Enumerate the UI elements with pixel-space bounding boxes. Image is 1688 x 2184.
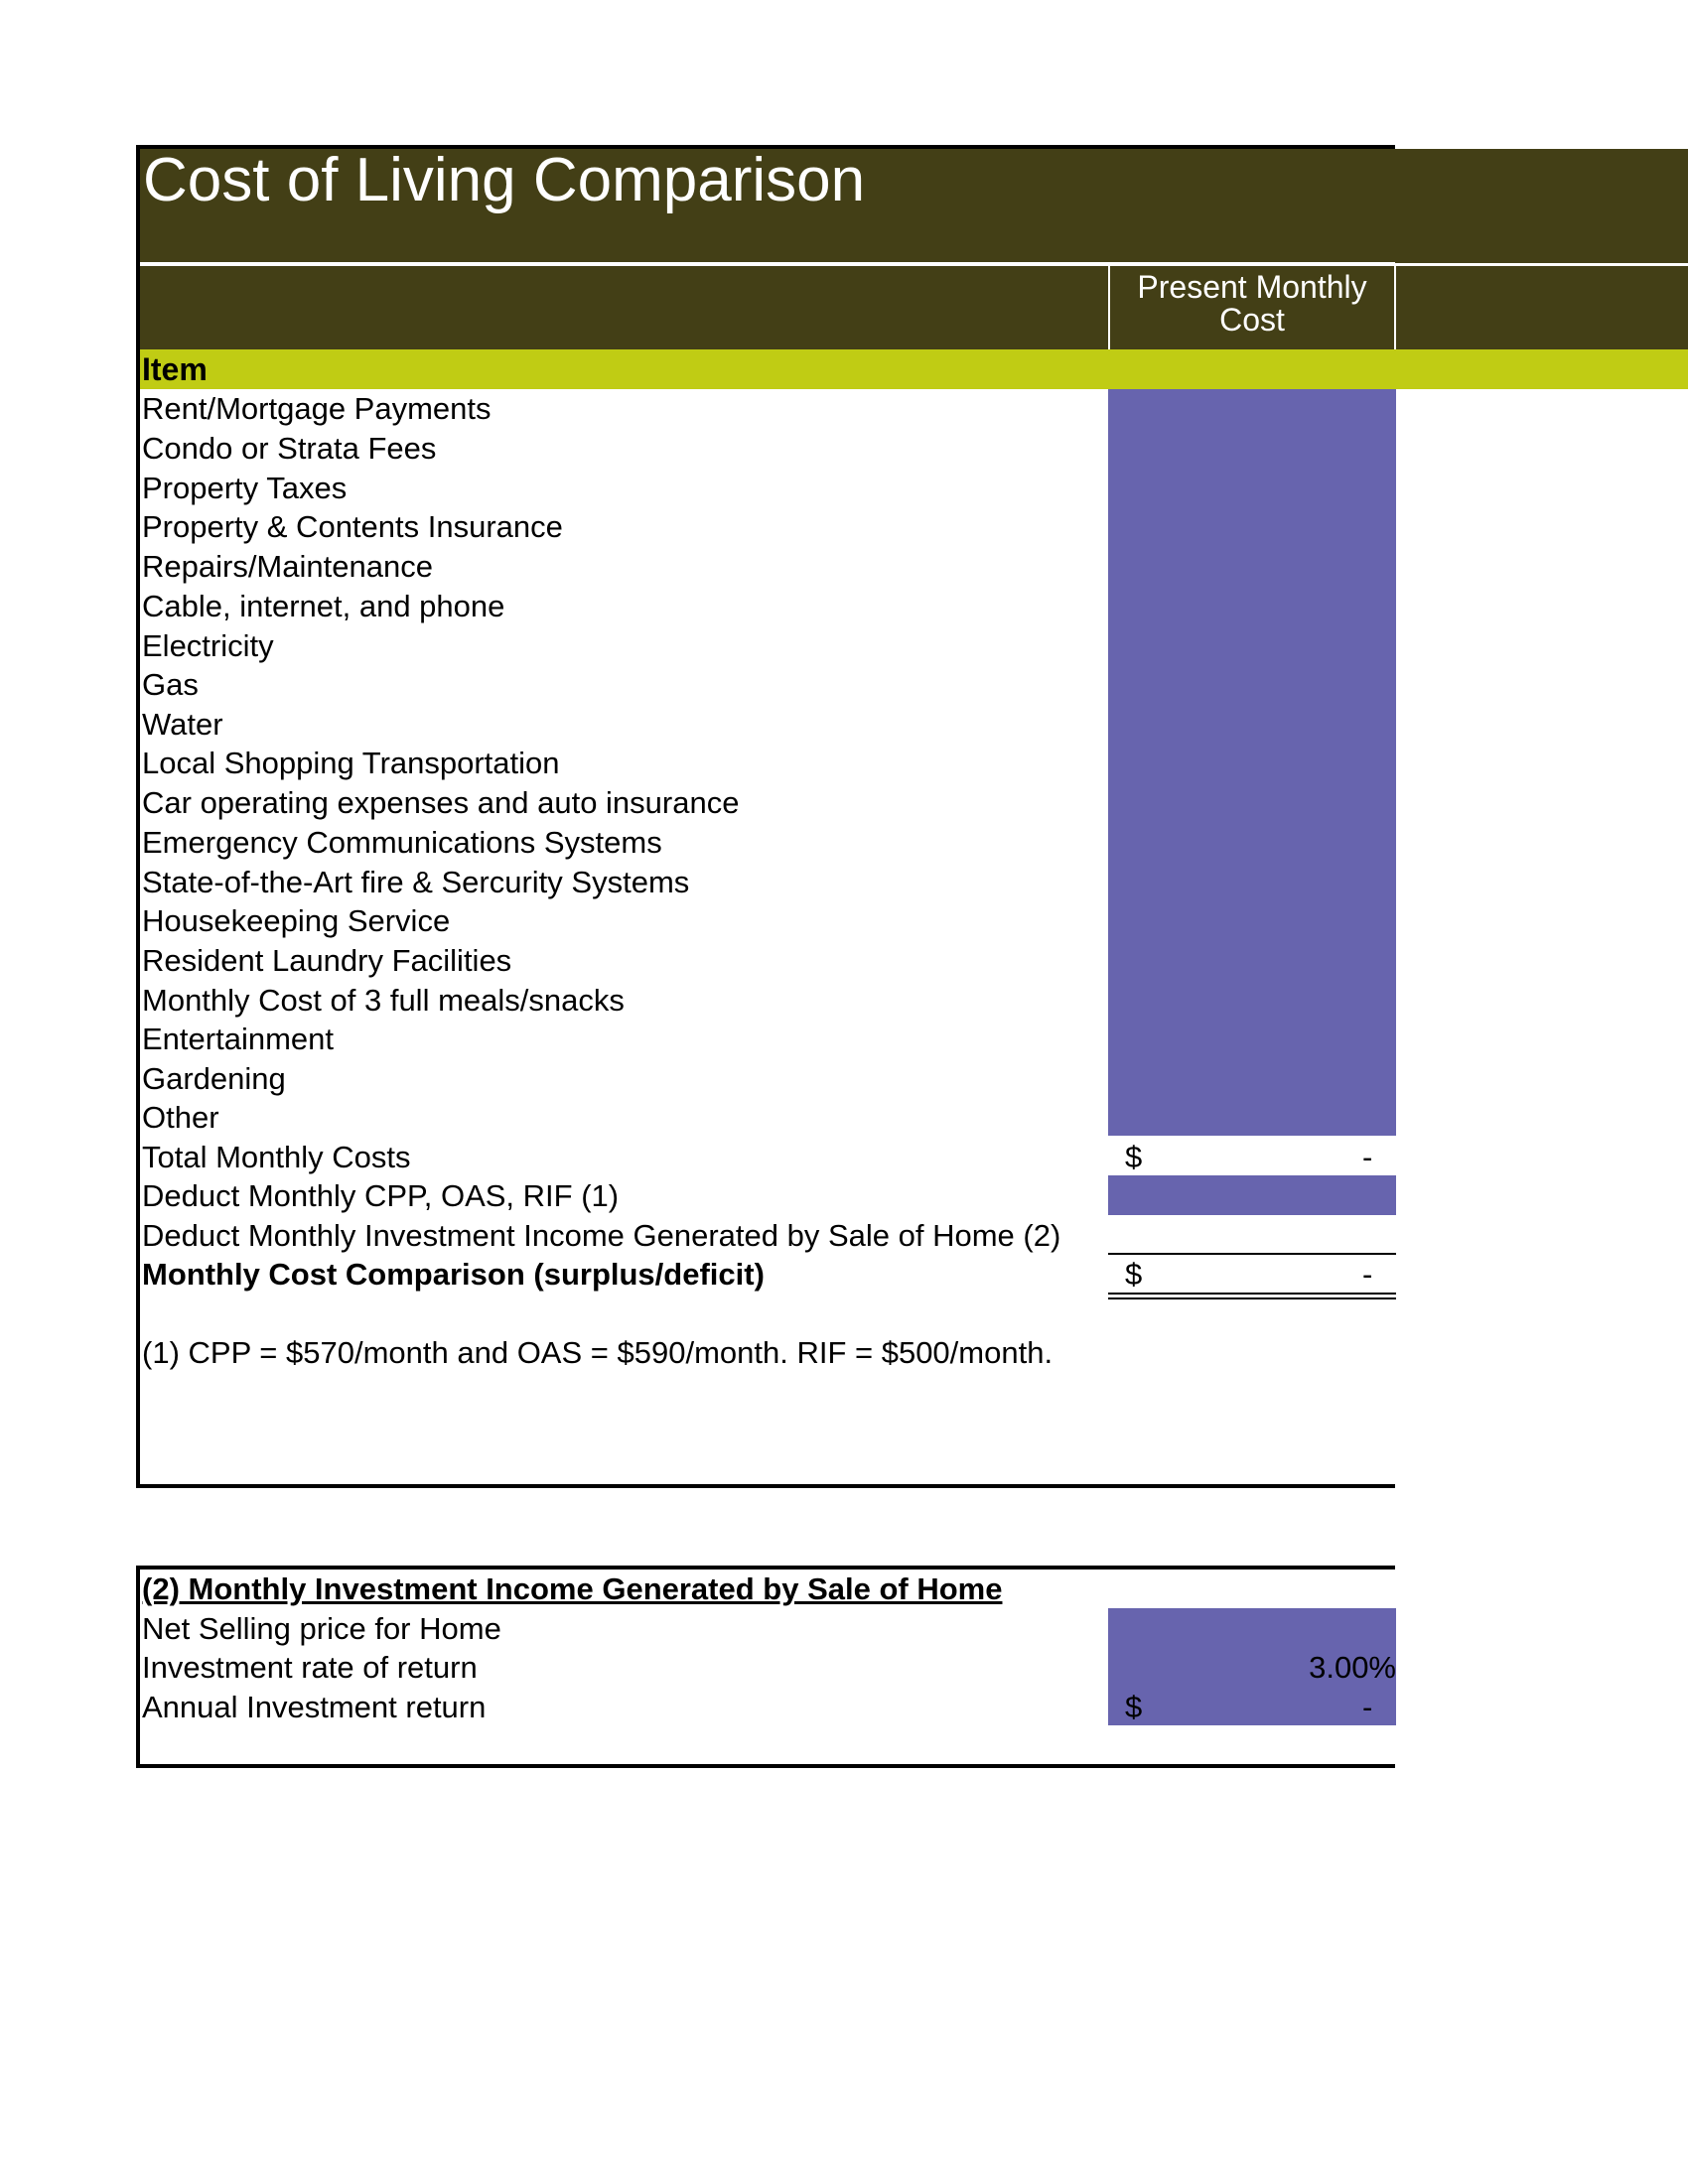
total-currency-symbol: $ — [1125, 1140, 1143, 1174]
total-monthly-costs-value: - — [1362, 1140, 1373, 1174]
column-header-present-monthly-cost — [1108, 266, 1396, 349]
item-row-label: Rent/Mortgage Payments — [142, 391, 492, 426]
investment-income-heading: (2) Monthly Investment Income Generated by Sale of Home — [142, 1571, 1003, 1606]
item-row-label: State-of-the-Art fire & Sercurity Systems — [142, 865, 690, 899]
comparison-currency-symbol: $ — [1125, 1257, 1143, 1292]
net-selling-price-label: Net Selling price for Home — [142, 1611, 501, 1646]
deduct-cpp-input-cell[interactable] — [1108, 1175, 1396, 1215]
monthly-cost-comparison-label: Monthly Cost Comparison (surplus/deficit) — [142, 1257, 765, 1292]
item-row-label: Local Shopping Transportation — [142, 746, 560, 780]
monthly-cost-input-cells[interactable] — [1108, 389, 1396, 1136]
item-row-label: Housekeeping Service — [142, 903, 451, 938]
item-row-label: Gas — [142, 667, 199, 702]
item-row-label: Cable, internet, and phone — [142, 589, 505, 623]
header-band — [140, 266, 1688, 349]
item-row-label: Repairs/Maintenance — [142, 549, 433, 584]
investment-rate-label: Investment rate of return — [142, 1650, 478, 1685]
footnote-cpp-oas-rif: (1) CPP = $570/month and OAS = $590/month. RIF = $500/month. — [142, 1335, 1054, 1370]
item-row-label: Condo or Strata Fees — [142, 431, 437, 466]
monthly-cost-comparison-value: - — [1362, 1257, 1373, 1292]
item-row-label: Car operating expenses and auto insurance — [142, 785, 740, 820]
item-row-label: Water — [142, 707, 223, 742]
item-row-label: Monthly Cost of 3 full meals/snacks — [142, 983, 625, 1018]
item-row-label: Gardening — [142, 1061, 286, 1096]
item-row-label: Electricity — [142, 628, 274, 663]
deduct-cpp-label: Deduct Monthly CPP, OAS, RIF (1) — [142, 1178, 620, 1213]
page-title: Cost of Living Comparison — [143, 146, 866, 214]
total-monthly-costs-label: Total Monthly Costs — [142, 1140, 411, 1174]
item-header-band — [140, 349, 1688, 389]
item-row-label: Emergency Communications Systems — [142, 825, 662, 860]
item-column-header: Item — [142, 351, 208, 387]
annual-return-currency-symbol: $ — [1125, 1690, 1143, 1724]
item-row-label: Other — [142, 1100, 219, 1135]
item-row-label: Entertainment — [142, 1022, 334, 1056]
deduct-investment-label: Deduct Monthly Investment Income Generated by Sale of Home (2) — [142, 1218, 1061, 1253]
total-double-underline-bottom — [1108, 1297, 1396, 1299]
item-row-label: Property & Contents Insurance — [142, 509, 563, 544]
subtotal-underline — [1108, 1253, 1396, 1255]
total-double-underline-top — [1108, 1293, 1396, 1295]
annual-investment-return-value: - — [1362, 1690, 1373, 1724]
item-row-label: Property Taxes — [142, 471, 348, 505]
item-row-label: Resident Laundry Facilities — [142, 943, 512, 978]
column-header-label: Present Monthly Cost — [1137, 269, 1367, 338]
annual-investment-return-label: Annual Investment return — [142, 1690, 487, 1724]
investment-rate-value[interactable]: 3.00% — [1309, 1650, 1396, 1685]
